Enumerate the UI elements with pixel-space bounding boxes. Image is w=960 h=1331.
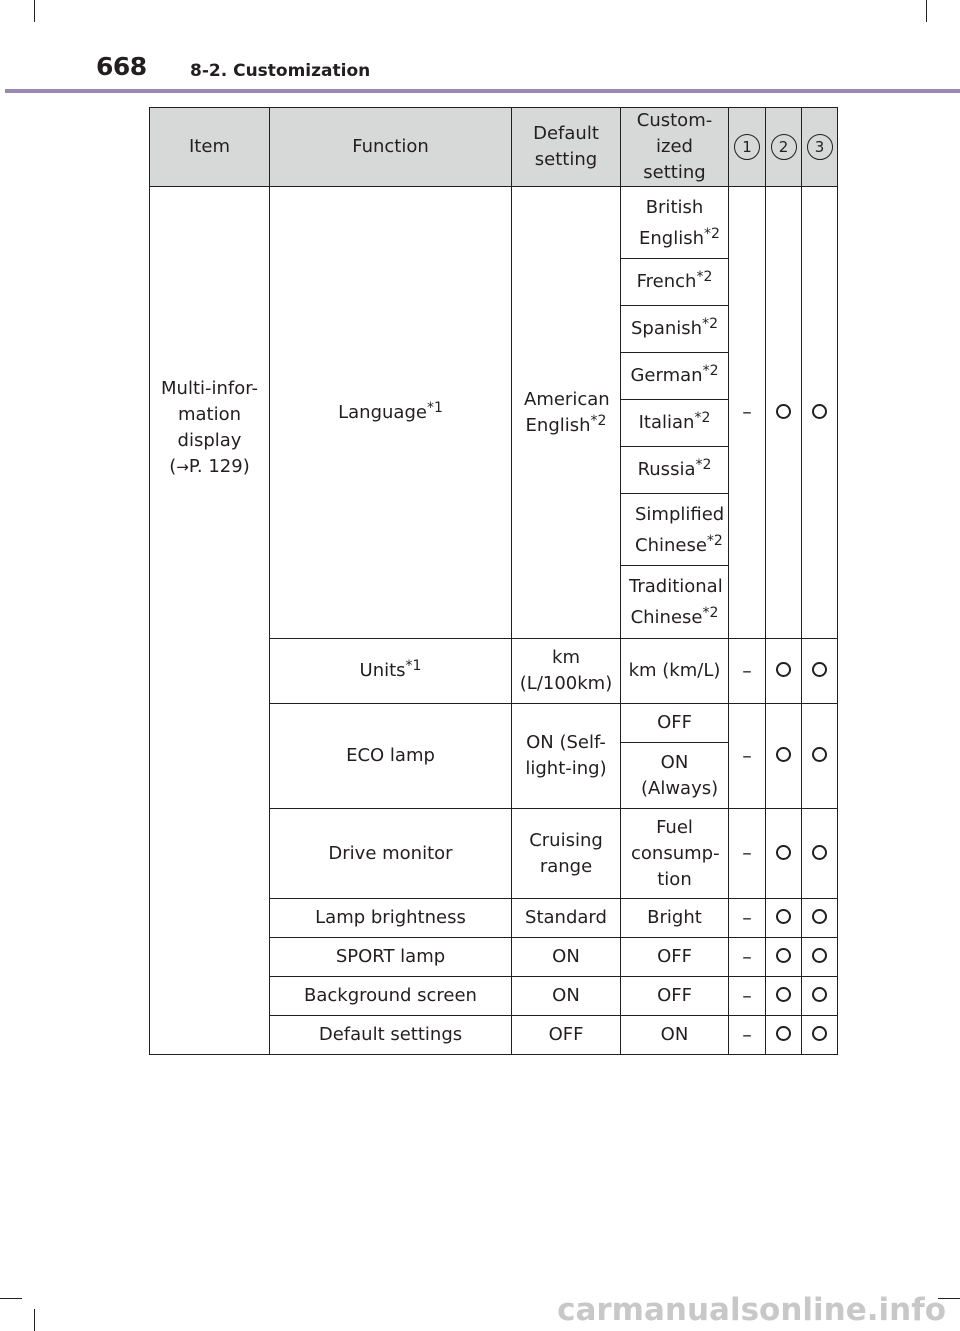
dash-mark: –	[742, 906, 752, 929]
circle-mark-icon	[812, 909, 827, 924]
column-header-customized: Custom-ized setting	[621, 108, 729, 187]
crop-mark	[34, 0, 35, 22]
column-3-cell	[802, 1016, 838, 1055]
dash-mark: –	[742, 401, 752, 423]
circled-3-icon: 3	[807, 134, 833, 160]
dash-mark: –	[742, 984, 752, 1007]
default-cell: Standard	[512, 899, 621, 938]
column-2-cell	[766, 899, 802, 938]
customized-cell: Bright	[621, 899, 729, 938]
function-cell: Units$^{*1}$	[270, 639, 512, 704]
function-cell: Language$^{*1}$	[270, 187, 512, 639]
column-header-item: Item	[150, 108, 270, 187]
page-number: 668	[96, 52, 147, 81]
column-header-default: Default setting	[512, 108, 621, 187]
function-cell: Drive monitor	[270, 809, 512, 899]
circle-mark-icon	[776, 1026, 791, 1041]
option-cell: German$^{*2}$	[621, 353, 729, 400]
watermark: carmanualsonline.info	[557, 1292, 946, 1328]
column-1-cell	[729, 187, 766, 639]
header-rule	[5, 89, 960, 93]
option-cell: Italian$^{*2}$	[621, 400, 729, 447]
item-label: Multi-infor-mation display	[161, 377, 258, 451]
default-cell: km (L/100km)	[512, 639, 621, 704]
customized-cell: ON	[621, 1016, 729, 1055]
column-1-cell	[729, 899, 766, 938]
function-cell: Background screen	[270, 977, 512, 1016]
circle-mark-icon	[812, 987, 827, 1002]
dash-mark: –	[742, 945, 752, 968]
function-cell: Lamp brightness	[270, 899, 512, 938]
circle-mark-icon	[776, 747, 791, 762]
column-2-cell	[766, 938, 802, 977]
column-2-cell	[766, 639, 802, 704]
column-3-cell	[802, 809, 838, 899]
column-3-cell	[802, 704, 838, 809]
circle-mark-icon	[812, 845, 827, 860]
reference-arrow-icon: →	[176, 457, 189, 476]
dash-mark: –	[742, 744, 752, 767]
circled-2-icon: 2	[771, 134, 797, 160]
section-title: 8-2. Customization	[190, 61, 371, 81]
circle-mark-icon	[776, 987, 791, 1002]
option-cell: ON (Always)	[621, 743, 729, 809]
column-header-3	[802, 108, 838, 187]
dash-mark: –	[742, 842, 752, 864]
circle-mark-icon	[812, 404, 827, 419]
option-cell: Spanish$^{*2}$	[621, 306, 729, 353]
column-1-cell	[729, 639, 766, 704]
crop-mark	[0, 1298, 22, 1299]
function-cell: Default settings	[270, 1016, 512, 1055]
column-3-cell	[802, 938, 838, 977]
circle-mark-icon	[812, 948, 827, 963]
customized-cell: Fuel consump-tion	[621, 809, 729, 899]
column-2-cell	[766, 1016, 802, 1055]
default-cell: OFF	[512, 1016, 621, 1055]
circle-mark-icon	[812, 662, 827, 677]
option-cell: Simplified Chinese$^{*2}$	[621, 494, 729, 566]
circle-mark-icon	[776, 948, 791, 963]
default-cell: ON	[512, 977, 621, 1016]
crop-mark	[34, 1309, 35, 1331]
circle-mark-icon	[812, 747, 827, 762]
column-3-cell	[802, 639, 838, 704]
circled-1-icon: 1	[734, 134, 760, 160]
option-cell: Russia$^{*2}$	[621, 447, 729, 494]
item-reference: P. 129)	[188, 455, 250, 477]
function-cell: ECO lamp	[270, 704, 512, 809]
column-3-cell	[802, 899, 838, 938]
customization-table	[149, 107, 838, 1055]
column-header-2	[766, 108, 802, 187]
column-1-cell	[729, 1016, 766, 1055]
column-1-cell	[729, 938, 766, 977]
circle-mark-icon	[776, 909, 791, 924]
column-header-function: Function	[270, 108, 512, 187]
column-2-cell	[766, 187, 802, 639]
table-row	[150, 187, 838, 259]
column-3-cell	[802, 977, 838, 1016]
function-cell: SPORT lamp	[270, 938, 512, 977]
column-1-cell	[729, 977, 766, 1016]
dash-mark: –	[742, 659, 752, 682]
circle-mark-icon	[812, 1026, 827, 1041]
customized-cell: km (km/L)	[621, 639, 729, 704]
customized-cell: OFF	[621, 938, 729, 977]
option-cell: British English$^{*2}$	[621, 187, 729, 259]
dash-mark: –	[742, 1023, 752, 1046]
default-cell: ON	[512, 938, 621, 977]
circle-mark-icon	[776, 662, 791, 677]
default-cell: ON (Self-light-ing)	[512, 704, 621, 809]
column-1-cell	[729, 704, 766, 809]
option-cell: French$^{*2}$	[621, 259, 729, 306]
default-cell: Cruising range	[512, 809, 621, 899]
option-cell: Traditional Chinese$^{*2}$	[621, 566, 729, 639]
circle-mark-icon	[776, 404, 791, 419]
item-cell: Multi-infor-mation display (→P. 129)	[150, 187, 270, 1055]
option-cell: OFF	[621, 704, 729, 743]
column-2-cell	[766, 809, 802, 899]
column-header-1	[729, 108, 766, 187]
crop-mark	[926, 0, 927, 22]
circle-mark-icon	[776, 845, 791, 860]
default-cell: American English$^{*2}$	[512, 187, 621, 639]
column-2-cell	[766, 977, 802, 1016]
column-2-cell	[766, 704, 802, 809]
column-1-cell	[729, 809, 766, 899]
column-3-cell	[802, 187, 838, 639]
customized-cell: OFF	[621, 977, 729, 1016]
table-header-row	[150, 108, 838, 187]
